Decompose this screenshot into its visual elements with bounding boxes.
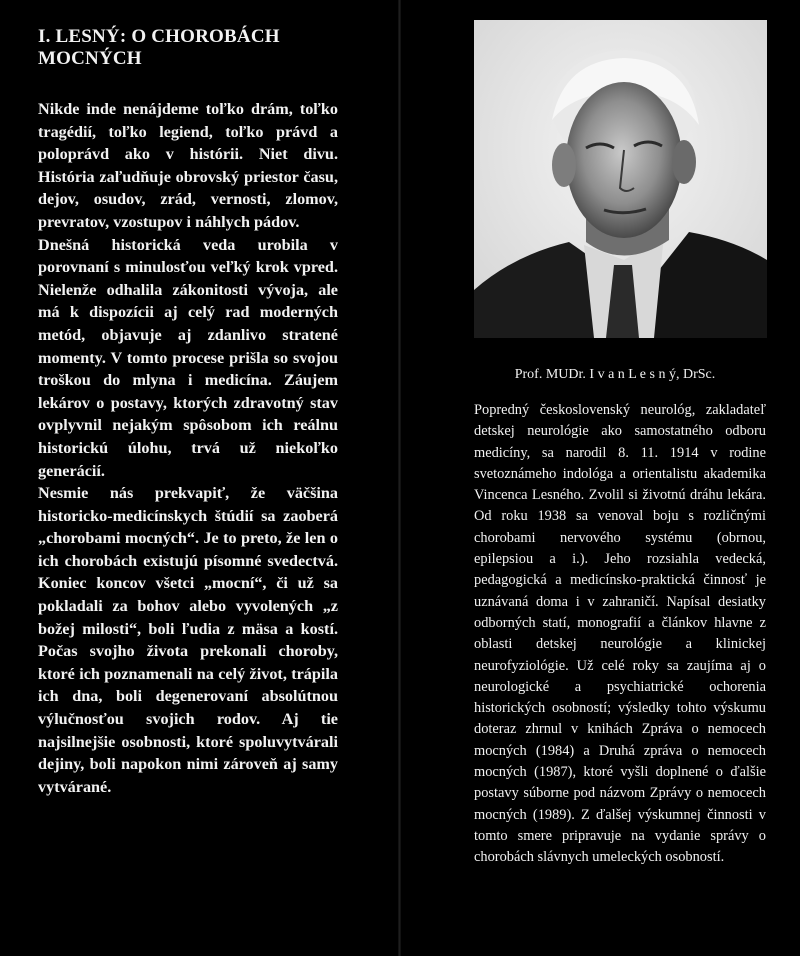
author-portrait [474, 20, 767, 338]
author-biography: Popredný československý neurológ, zakladateľ detskej neurológie ako samostatného odboru medicíny, sa narodil 8. 11. 1914 v rodine svetoznámeho indológa a orientalistu akademika Vincenca Lesného. Zvolil si životnú dráhu lekára. Od roku 1938 sa venoval boju s rozličnými chorobami nervového systému (obrnou, epilepsiou a i.). Jeho rozsiahla vedecká, pedagogická a medicínsko-praktická činnosť je uznávaná doma i v zahraničí. Napísal desiatky odborných statí, monografií a článkov hlavne z oblasti detskej neurológie a klinickej neurofyziológie. Už celé roky sa zaujíma aj o neurologické a psychiatrické ochorenia historických osobností; výsledky tohto výskumu doteraz zhrnul v knihách Zpráva o nemocech mocných (1984) a Druhá zpráva o nemocech mocných (1987), ktoré vyšli doplnené o ďalšie postavy súborne pod názvom Zprávy o nemocech mocných (1989). Z ďalšej výskumnej činnosti v tomto smere pripravuje na vydanie správy o chorobách slávnych umeleckých osobností. [474, 402, 766, 866]
paragraph-1: Nikde inde nenájdeme toľko drám, toľko tragédií, toľko legiend, toľko právd a poloprávd ako v histórii. Niet divu. História zaľudňuje obrovský priestor času, dejov, osudov, zrád, vernosti, zlomov, prevratov, vzostupov i náhlych pádov. [38, 100, 338, 231]
page-fold [398, 0, 401, 956]
article-body [38, 98, 338, 798]
article-column [38, 26, 338, 798]
author-column [474, 20, 770, 869]
paragraph-3: Nesmie nás prekvapiť, že väčšina historicko-medicínskych štúdií sa zaoberá „chorobami mocných“. Je to preto, že len o ich chorobách existujú písomné svedectvá. Koniec koncov všetci „mocní“, či už sa pokladali za bohov alebo vyvolených „z božej milosti“, boli ľudia z mäsa a kostí. Počas svojho života prekonali choroby, ktoré ich poznamenali na celý život, trápila ich dna, boli degenerovaní absolútnou výlučnosťou svojich rodov. Aj tie najsilnejšie osobnosti, ktoré spoluvytvárali dejiny, boli napokon nimi zároveň aj samy vytvárané. [38, 484, 338, 796]
article-title: I. LESNÝ: O CHOROBÁCH MOCNÝCH [38, 26, 280, 69]
author-caption: Prof. MUDr. I v a n L e s n ý, DrSc. [514, 367, 716, 382]
paragraph-2: Dnešná historická veda urobila v porovnaní s minulosťou veľký krok vpred. Nielenže odhalila zákonitosti vývoja, ale má k dispozícii aj celý rad moderných metód, objavuje aj zdanlivo stratené momenty. V tomto procese prišla so svojou troškou do mlyna i medicína. Záujem lekárov o postavy, ktorých zdravotný stav ovplyvnil nejakým spôsobom ich reálnu historickú úlohu, trvá už niekoľko generácií. [38, 235, 338, 480]
